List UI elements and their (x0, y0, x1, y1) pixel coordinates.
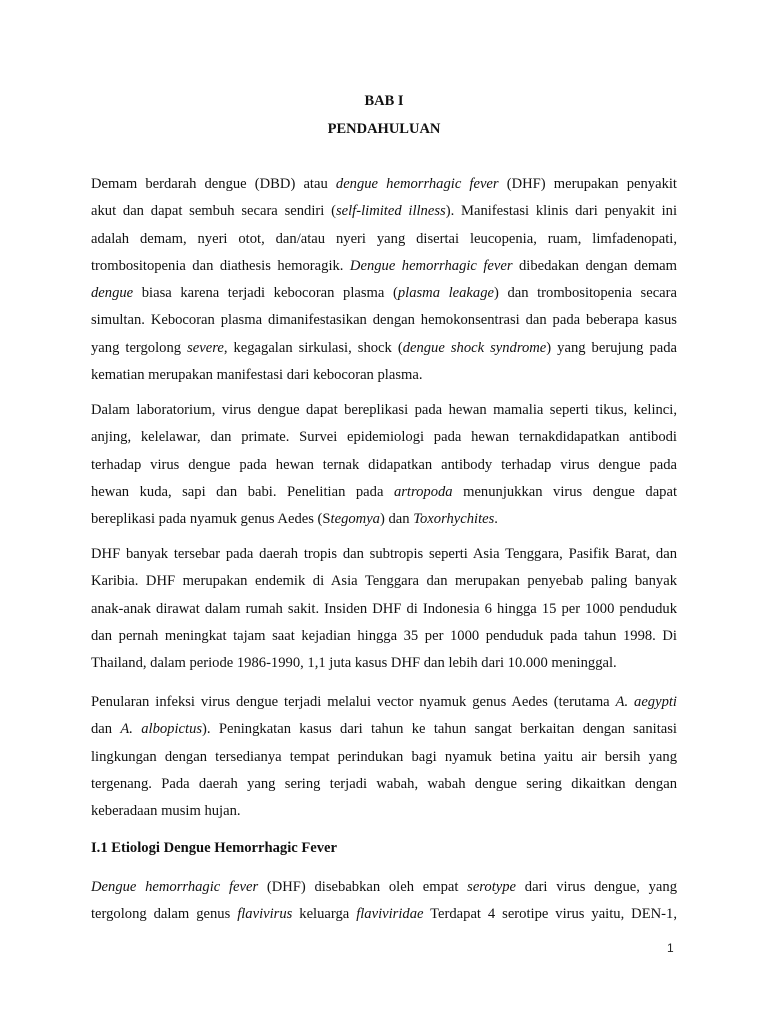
page-number: 1 (667, 941, 674, 955)
text-line (91, 623, 677, 650)
italic-text-run: flaviviridae (356, 906, 424, 923)
text-line (91, 479, 677, 506)
text-line (91, 771, 677, 798)
italic-text-run: tegomya (330, 511, 380, 528)
text-run: Dalam laboratorium, virus dengue dapat bereplikasi pada hewan mamalia seperti tikus, kelinci, (91, 402, 677, 418)
text-run: Penularan infeksi virus dengue terjadi melalui vector nyamuk genus Aedes (terutama (91, 694, 616, 710)
text-run: ). Peningkatan kasus dari tahun ke tahun sangat berkaitan dengan sanitasi (202, 721, 677, 738)
text-run: biasa karena terjadi kebocoran plasma ( (133, 285, 398, 302)
text-line (91, 716, 677, 743)
text-run: Thailand, dalam periode 1986-1990, 1,1 juta kasus DHF dan lebih dari 10.000 meninggal. (91, 655, 617, 672)
text-run: dan (91, 721, 121, 738)
text-run: Demam berdarah dengue (DBD) atau (91, 176, 336, 192)
text-line (91, 798, 677, 825)
paragraph-4 (91, 689, 677, 825)
text-run: anjing, kelelawar, dan primate. Survei epidemiologi pada hewan ternakdidapatkan antibodi (91, 429, 677, 446)
text-run: menunjukkan virus dengue dapat (452, 483, 678, 500)
text-line (91, 568, 677, 595)
text-run: kematian merupakan manifestasi dari kebocoran plasma. (91, 367, 423, 384)
text-run: dan pernah meningkat tajam saat kejadian hingga 35 per 1000 penduduk pada tahun 1998. Di (91, 627, 677, 644)
text-line (91, 171, 677, 198)
text-line (91, 596, 677, 623)
text-run: simultan. Kebocoran plasma dimanifestasikan dengan hemokonsentrasi dan pada beberapa kasus (91, 312, 677, 329)
italic-text-run: self-limited illness (335, 203, 446, 220)
text-run: ) dan (379, 511, 414, 528)
italic-text-run: Toxorhychites (413, 511, 495, 528)
chapter-number: BAB I (364, 93, 404, 109)
text-run: keberadaan musim hujan. (91, 803, 241, 820)
italic-text-run: A. albopictus (120, 721, 203, 738)
text-line (91, 689, 677, 716)
text-run: (DHF) merupakan penyakit (498, 176, 677, 192)
section-heading: I.1 Etiologi Dengue Hemorrhagic Fever (91, 840, 338, 856)
italic-text-run: dengue shock syndrome (402, 339, 547, 356)
italic-text-run: serotype (467, 879, 517, 895)
text-run: keluarga (292, 906, 357, 923)
text-run: anak-anak dirawat dalam rumah sakit. Insiden DHF di Indonesia 6 hingga 15 per 1000 penduduk (91, 600, 677, 617)
italic-text-run: Dengue hemorrhagic fever (349, 257, 513, 274)
italic-text-run: dengue (91, 285, 134, 302)
text-line (91, 901, 677, 928)
section-paragraph (91, 874, 677, 929)
text-run: ) yang berujung pada (546, 339, 677, 356)
text-line (91, 744, 677, 771)
text-run: dari virus dengue, yang (516, 879, 677, 895)
text-line (91, 198, 677, 225)
text-line (91, 226, 677, 253)
paragraph-2 (91, 397, 677, 533)
text-line (91, 362, 677, 389)
text-run: tergenang. Pada daerah yang sering terjadi wabah, wabah dengue sering dikaitkan dengan (91, 775, 677, 792)
text-run: Terdapat 4 serotipe virus yaitu, DEN-1, (423, 906, 677, 923)
text-run: hewan kuda, sapi dan babi. Penelitian pada (91, 483, 394, 500)
text-line (91, 424, 677, 451)
text-run: lingkungan dengan tersedianya tempat perindukan bagi nyamuk betina yaitu air bersih yang (91, 748, 677, 765)
text-line (91, 280, 677, 307)
italic-text-run: dengue hemorrhagic fever (335, 176, 499, 192)
italic-text-run: plasma leakage (397, 285, 494, 302)
paragraph-3 (91, 541, 677, 677)
text-run: , kegagalan sirkulasi, shock ( (223, 339, 403, 356)
italic-text-run: A. aegypti (615, 694, 677, 710)
text-run: tergolong dalam genus (91, 906, 238, 923)
text-run: Karibia. DHF merupakan endemik di Asia Tenggara dan merupakan penyebab paling banyak (91, 573, 677, 590)
text-line (91, 541, 677, 568)
italic-text-run: Dengue hemorrhagic fever (91, 879, 259, 895)
text-run: trombositopenia dan diathesis hemoragik. (91, 257, 350, 274)
italic-text-run: artropoda (393, 483, 453, 500)
text-run: ) dan trombositopenia secara (493, 285, 677, 302)
text-run: akut dan dapat sembuh secara sendiri ( (91, 203, 336, 220)
text-run: bereplikasi pada nyamuk genus Aedes (S (91, 511, 331, 528)
italic-text-run: severe (187, 339, 224, 356)
text-run: adalah demam, nyeri otot, dan/atau nyeri yang disertai leucopenia, ruam, limfadenopati, (91, 230, 677, 247)
text-run: (DHF) disebabkan oleh empat (258, 879, 468, 895)
text-run: dibedakan dengan demam (512, 257, 678, 274)
text-run: . (494, 511, 498, 528)
text-line (91, 452, 677, 479)
text-line (91, 506, 677, 533)
text-run: yang tergolong (91, 339, 188, 356)
text-line (91, 307, 677, 334)
text-run: DHF banyak tersebar pada daerah tropis dan subtropis seperti Asia Tenggara, Pasifik Barat, dan (91, 546, 677, 562)
document-page (91, 0, 677, 1024)
text-line (91, 253, 677, 280)
text-line (91, 874, 677, 901)
text-line (91, 397, 677, 424)
text-run: terhadap virus dengue pada hewan ternak didapatkan antibody terhadap virus dengue pada (91, 456, 677, 473)
text-line (91, 650, 677, 677)
text-run: ). Manifestasi klinis dari penyakit ini (445, 203, 678, 220)
text-line (91, 335, 677, 362)
italic-text-run: flavivirus (237, 906, 293, 923)
paragraph-1 (91, 171, 677, 389)
chapter-title: PENDAHULUAN (327, 121, 441, 137)
